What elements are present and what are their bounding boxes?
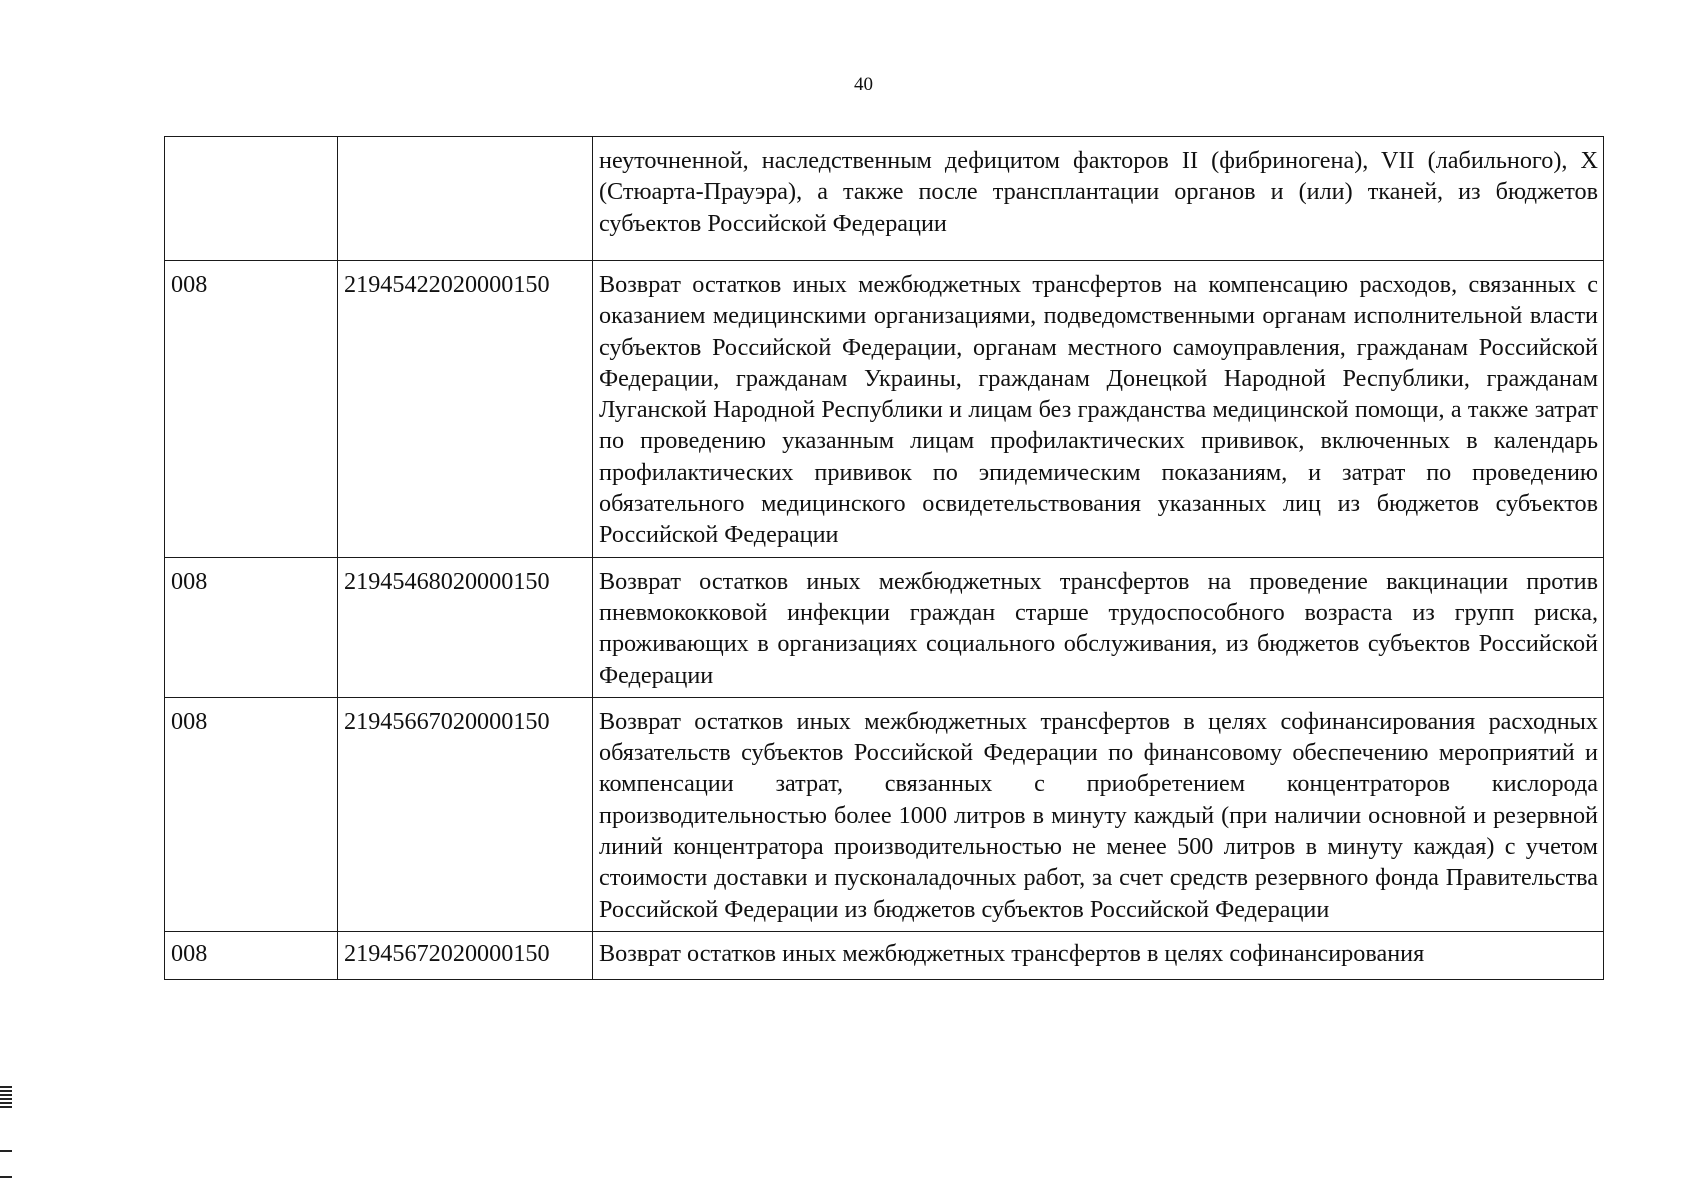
table-row bbox=[165, 261, 1604, 558]
table-row bbox=[165, 697, 1604, 931]
chapter-cell: 008 bbox=[165, 261, 338, 558]
budget-codes-table bbox=[164, 136, 1604, 980]
chapter-cell: 008 bbox=[165, 931, 338, 979]
code-cell bbox=[338, 137, 593, 261]
code-cell: 21945672020000150 bbox=[338, 931, 593, 979]
table-row bbox=[165, 137, 1604, 261]
description-cell: Возврат остатков иных межбюджетных трансфертов в целях софинансирования bbox=[593, 931, 1604, 979]
description-cell: Возврат остатков иных межбюджетных трансфертов на проведение вакцинации против пневмококковой инфекции граждан старше трудоспособного возраста из групп риска, проживающих в организациях социального обслуживания, из бюджетов субъектов Российской Федерации bbox=[593, 557, 1604, 697]
chapter-cell: 008 bbox=[165, 697, 338, 931]
description-cell: Возврат остатков иных межбюджетных трансфертов в целях софинансирования расходных обязательств субъектов Российской Федерации по финансовому обеспечению мероприятий и компенсации затрат, связанных с приобретением концентраторов кислорода производительностью более 1000 литров в минуту каждый (при наличии основной и резервной линий концентратора производительностью не менее 500 литров в минуту каждая) с учетом стоимости доставки и пусконаладочных работ, за счет средств резервного фонда Правительства Российской Федерации из бюджетов субъектов Российской Федерации bbox=[593, 697, 1604, 931]
description-cell: неуточненной, наследственным дефицитом факторов II (фибриногена), VII (лабильного), X (Стюарта-Прауэра), а также после трансплантации органов и (или) тканей, из бюджетов субъектов Российской Федерации bbox=[593, 137, 1604, 261]
chapter-cell: 008 bbox=[165, 557, 338, 697]
scan-edge-mark bbox=[0, 1176, 12, 1178]
chapter-cell bbox=[165, 137, 338, 261]
scan-edge-mark bbox=[0, 1150, 12, 1152]
code-cell: 21945468020000150 bbox=[338, 557, 593, 697]
table-row bbox=[165, 557, 1604, 697]
scan-edge-mark bbox=[0, 1086, 12, 1108]
code-cell: 21945667020000150 bbox=[338, 697, 593, 931]
table-row bbox=[165, 931, 1604, 979]
description-cell: Возврат остатков иных межбюджетных трансфертов на компенсацию расходов, связанных с оказанием медицинскими организациями, подведомственными органам исполнительной власти субъектов Российской Федерации, органам местного самоуправления, гражданам Российской Федерации, гражданам Украины, гражданам Донецкой Народной Республики, гражданам Луганской Народной Республики и лицам без гражданства медицинской помощи, а также затрат по проведению указанным лицам профилактических прививок, включенных в календарь профилактических прививок по эпидемическим показаниям, и затрат по проведению обязательного медицинского освидетельствования указанных лиц из бюджетов субъектов Российской Федерации bbox=[593, 261, 1604, 558]
page-number: 40 bbox=[854, 74, 873, 95]
code-cell: 21945422020000150 bbox=[338, 261, 593, 558]
